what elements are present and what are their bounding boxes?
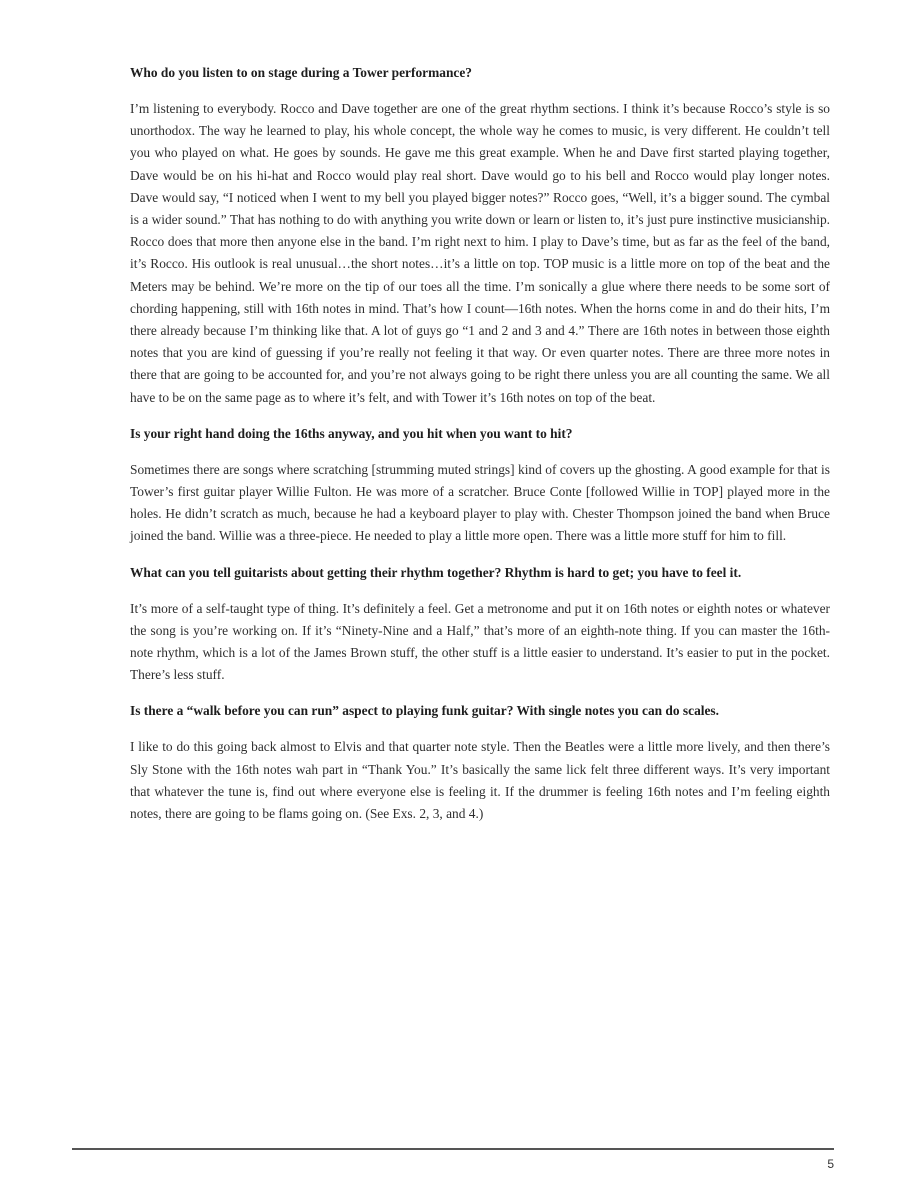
question-2: Is your right hand doing the 16ths anyway, and you hit when you want to hit?: [130, 425, 573, 441]
page-number: 5: [827, 1157, 834, 1171]
question-1: Who do you listen to on stage during a Tower performance?: [130, 65, 472, 80]
answer-3: It’s more of a self-taught type of thing. It’s definitely a feel. Get a metronome and put it on 16th notes or eighth notes or whatever the song is you’re working on. If it’s “Ninety-Nine and a Half,” that’s more of an eighth-note thing. If you can master the 16th-note rhythm, which is a lot of the James Brown stuff, the other stuff is a little easier to understand. It’s easier to put in the pocket. There’s less stuff.: [130, 600, 830, 683]
answer-1: I’m listening to everybody. Rocco and Dave together are one of the great rhythm sections. I think it’s because Rocco’s style is so unorthodox. The way he learned to play, his whole concept, the whole way he comes to music, is very different. He couldn’t tell you who played on what. He goes by sounds. He gave me this great example. When he and Dave first started playing together, Dave would be on his hi-hat and Rocco would play real short. Dave would go to his bell and Rocco would play longer notes. Dave would say, “I noticed when I went to my bell you played bigger notes?” Rocco goes, “Well, it’s a bigger sound. The cymbal is a wider sound.” That has nothing to do with anything you write down or learn or listen to, it’s just pure instinctive musicianship. Rocco does that more then anyone else in the band. I’m right next to him. I play to Dave’s time, but as far as the feel of the band, it’s Rocco. His outlook is real unusual…the short notes…it’s a little on top. TOP music is a little more on top of the beat and the Meters may be behind. We’re more on the tip of our toes all the time. I’m sonically a glue where there needs to be some sort of chording happening, still with 16th notes in mind. That’s how I count—16th notes. When the horns come in and do their hits, I’m there already because I’m thinking like that. A lot of guys go “1 and 2 and 3 and 4.” There are 16th notes in between those eighth notes that you are kind of guessing if you’re really not feeling it that way. Or even quarter notes. There are three more notes in there that are going to be accounted for, and you’re not always going to be right there unless you are all counting the same. We all have to be on the same page as to where it’s felt, and with Tower it’s 16th notes on top of the beat.: [130, 101, 830, 405]
answer-2: Sometimes there are songs where scratching [strumming muted strings] kind of covers up the ghosting. A good example for that is Tower’s first guitar player Willie Fulton. He was more of a scratcher. Bruce Conte [followed Willie in TOP] played more in the holes. He didn’t scratch as much, because he had a keyboard player to play with. Chester Thompson joined the band when Bruce joined the band. Willie was a three-piece. He needed to play a little more open. There was a little more stuff for him to fill.: [130, 461, 830, 544]
footer-rule: [72, 1148, 834, 1150]
answer-4: I like to do this going back almost to Elvis and that quarter note style. Then the Beatles were a little more lively, and then there’s Sly Stone with the 16th notes wah part in “Thank You.” It’s basically the same lick felt three different ways. It’s very important that whatever the tune is, find out where everyone else is feeling it. If the drummer is feeling 16th notes and I’m feeling eighth notes, there are going to be flams going on. (See Exs. 2, 3, and 4.): [130, 739, 830, 822]
question-4: Is there a “walk before you can run” aspect to playing funk guitar? With single notes you can do scales.: [130, 703, 719, 719]
question-3: What can you tell guitarists about getting their rhythm together? Rhythm is hard to get; you have to feel it.: [130, 564, 742, 580]
interview-body: [130, 62, 830, 839]
